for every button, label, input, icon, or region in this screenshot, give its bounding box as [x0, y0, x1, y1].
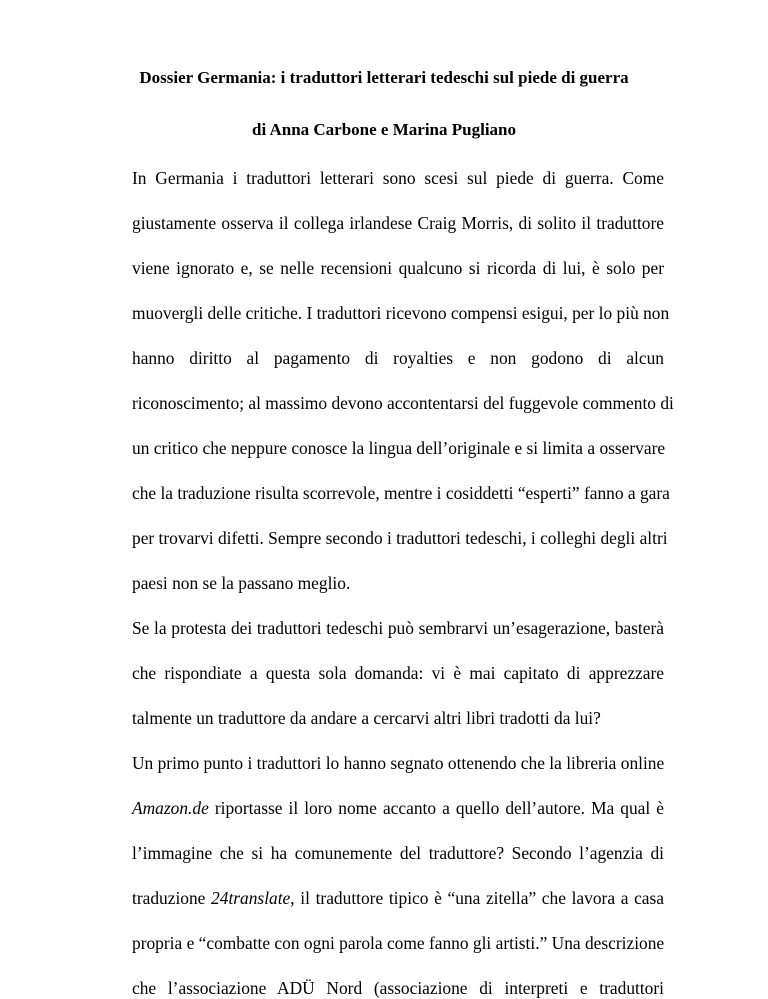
- body-line: [132, 887, 664, 909]
- body-line: hanno diritto al pagamento di royalties e non godono di alcun: [132, 348, 664, 368]
- body-line: Se la protesta dei traduttori tedeschi può sembrarvi un’esagerazione, basterà: [132, 618, 664, 638]
- body-line: giustamente osserva il collega irlandese Craig Morris, di solito il traduttore: [132, 213, 664, 233]
- body-line: che la traduzione risulta scorrevole, mentre i cosiddetti “esperti” fanno a gara: [132, 483, 670, 503]
- body-line: Un primo punto i traduttori lo hanno segnato ottenendo che la libreria online: [132, 753, 665, 773]
- body-line: che l’associazione ADÜ Nord (associazione di interpreti e traduttori: [132, 978, 664, 998]
- line-remainder: riportasse il loro nome accanto a quello dell’autore. Ma qual è: [208, 798, 664, 818]
- body-line: per trovarvi difetti. Sempre secondo i traduttori tedeschi, i colleghi degli altri: [132, 528, 668, 548]
- body-line: riconoscimento; al massimo devono accontentarsi del fuggevole commento di: [132, 393, 674, 413]
- body-line: che rispondiate a questa sola domanda: vi è mai capitato di apprezzare: [132, 663, 664, 683]
- body-line: muovergli delle critiche. I traduttori ricevono compensi esigui, per lo più non: [132, 303, 670, 323]
- body-line: l’immagine che si ha comunemente del traduttore? Secondo l’agenzia di: [132, 843, 664, 863]
- body-line: In Germania i traduttori letterari sono scesi sul piede di guerra. Come: [132, 168, 664, 188]
- italic-prefix: traduzione: [132, 888, 212, 908]
- body-line: un critico che neppure conosce la lingua dell’originale e si limita a osservare: [132, 438, 666, 458]
- document-title: Dossier Germania: i traduttori letterari tedeschi sul piede di guerra: [139, 68, 629, 87]
- italic-title-24translate: 24translate: [211, 888, 291, 908]
- body-line: talmente un traduttore da andare a cercarvi altri libri tradotti da lui?: [132, 708, 601, 728]
- body-line: viene ignorato e, se nelle recensioni qualcuno si ricorda di lui, è solo per: [132, 258, 664, 278]
- body-line: propria e “combatte con ogni parola come fanno gli artisti.” Una descrizione: [132, 933, 665, 953]
- body-line: [132, 797, 664, 819]
- body-line: paesi non se la passano meglio.: [132, 573, 351, 593]
- line-remainder: , il traduttore tipico è “una zitella” che lavora a casa: [290, 888, 664, 908]
- document-authors: di Anna Carbone e Marina Pugliano: [251, 120, 516, 139]
- italic-title-amazon: Amazon.de: [132, 798, 209, 818]
